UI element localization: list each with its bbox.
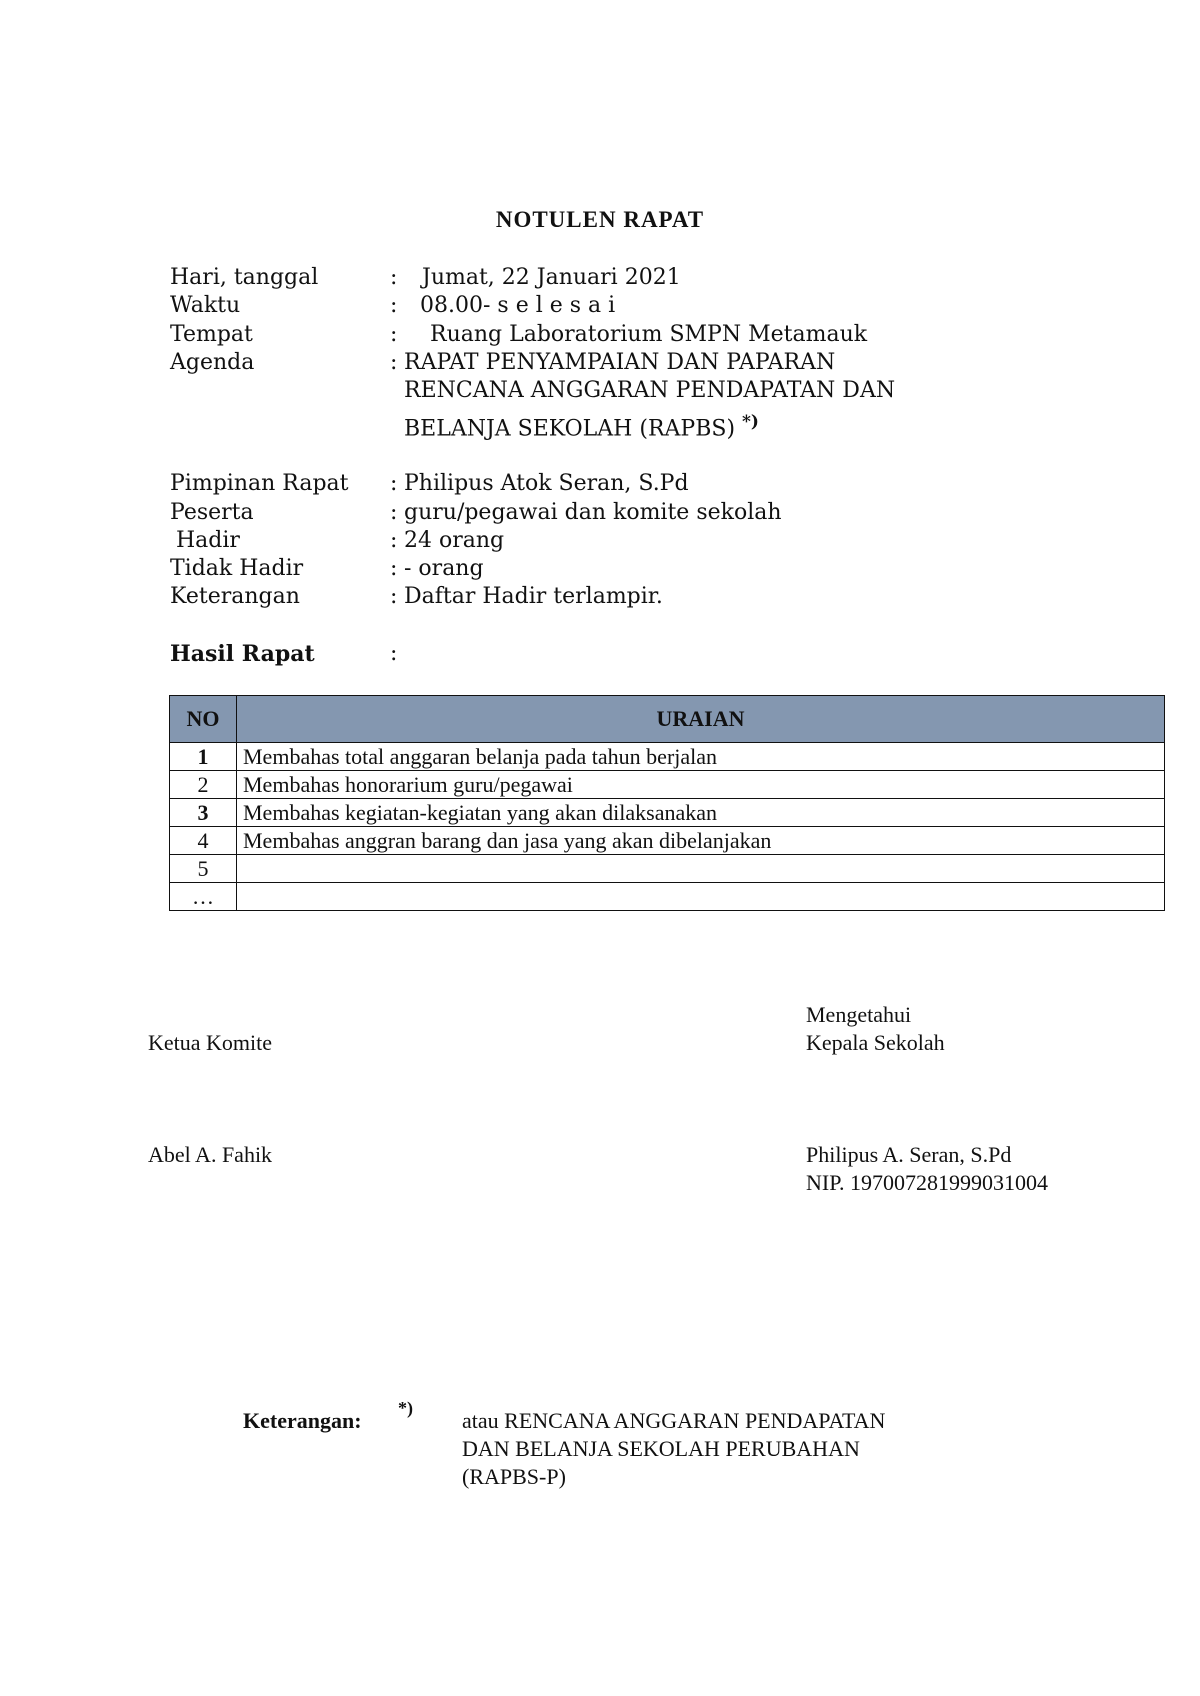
row-text: Membahas kegiatan-kegiatan yang akan dilaksanakan <box>237 799 1165 827</box>
waktu-label: Waktu <box>170 293 241 318</box>
footnote-line-1: atau RENCANA ANGGARAN PENDAPATAN <box>462 1408 886 1433</box>
footnote-mark: *) <box>398 1398 413 1418</box>
colon: : <box>390 350 398 375</box>
table-header-row <box>170 696 1165 743</box>
row-text <box>237 855 1165 883</box>
footnote-label: Keterangan: <box>243 1408 362 1433</box>
colon: : <box>390 500 398 525</box>
mengetahui-text: Mengetahui <box>806 1002 912 1027</box>
colon: : <box>390 265 398 290</box>
colon: : <box>390 528 398 553</box>
row-number: … <box>170 883 237 911</box>
kepala-sekolah-nip: NIP. 197007281999031004 <box>806 1170 1049 1195</box>
agenda-line-1: RAPAT PENYAMPAIAN DAN PAPARAN <box>404 350 836 375</box>
col-header-no: NO <box>170 696 237 743</box>
colon: : <box>390 556 398 581</box>
hadir-value: 24 orang <box>404 528 505 553</box>
agenda-label: Agenda <box>170 350 255 375</box>
agenda-line-3-text: BELANJA SEKOLAH (RAPBS) <box>404 416 736 442</box>
hari-label: Hari, tanggal <box>170 265 319 290</box>
row-number: 3 <box>170 799 237 827</box>
agenda-line-2: RENCANA ANGGARAN PENDAPATAN DAN <box>404 378 896 403</box>
tidak-hadir-value: - orang <box>404 556 484 581</box>
row-number: 2 <box>170 771 237 799</box>
keterangan-value: Daftar Hadir terlampir. <box>404 584 663 609</box>
peserta-value: guru/pegawai dan komite sekolah <box>404 500 782 525</box>
tempat-value: Ruang Laboratorium SMPN Metamauk <box>430 322 868 347</box>
table-row <box>170 771 1165 799</box>
tempat-label: Tempat <box>170 322 253 347</box>
row-number: 1 <box>170 743 237 771</box>
pimpinan-label: Pimpinan Rapat <box>170 471 349 496</box>
ketua-komite-role: Ketua Komite <box>148 1030 273 1055</box>
table-row <box>170 827 1165 855</box>
table-row <box>170 799 1165 827</box>
colon: : <box>390 293 398 318</box>
ketua-komite-name: Abel A. Fahik <box>148 1142 273 1167</box>
agenda-line-3 <box>404 412 759 441</box>
keterangan-label: Keterangan <box>170 584 300 609</box>
row-text: Membahas anggran barang dan jasa yang akan dibelanjakan <box>237 827 1165 855</box>
waktu-value: 08.00- s e l e s a i <box>420 293 616 318</box>
kepala-sekolah-name: Philipus A. Seran, S.Pd <box>806 1142 1012 1167</box>
table-row <box>170 855 1165 883</box>
peserta-label: Peserta <box>170 500 254 525</box>
colon: : <box>390 471 398 496</box>
hari-value: Jumat, 22 Januari 2021 <box>422 265 681 290</box>
colon: : <box>390 641 398 666</box>
hasil-rapat-label: Hasil Rapat <box>170 641 315 667</box>
table-row <box>170 743 1165 771</box>
tidak-hadir-label: Tidak Hadir <box>170 556 304 581</box>
colon: : <box>390 322 398 347</box>
hasil-rapat-table <box>169 695 1165 911</box>
row-number: 4 <box>170 827 237 855</box>
row-number: 5 <box>170 855 237 883</box>
document-title: NOTULEN RAPAT <box>495 207 705 232</box>
footnote-line-3: (RAPBS-P) <box>462 1464 566 1489</box>
footnote-line-2: DAN BELANJA SEKOLAH PERUBAHAN <box>462 1436 860 1461</box>
kepala-sekolah-role: Kepala Sekolah <box>806 1030 945 1055</box>
row-text <box>237 883 1165 911</box>
agenda-footnote-mark: *) <box>742 412 759 432</box>
pimpinan-value: Philipus Atok Seran, S.Pd <box>404 471 689 496</box>
col-header-uraian: URAIAN <box>237 696 1165 743</box>
row-text: Membahas honorarium guru/pegawai <box>237 771 1165 799</box>
row-text: Membahas total anggaran belanja pada tahun berjalan <box>237 743 1165 771</box>
colon: : <box>390 584 398 609</box>
table-row <box>170 883 1165 911</box>
hadir-label: Hadir <box>176 528 240 553</box>
